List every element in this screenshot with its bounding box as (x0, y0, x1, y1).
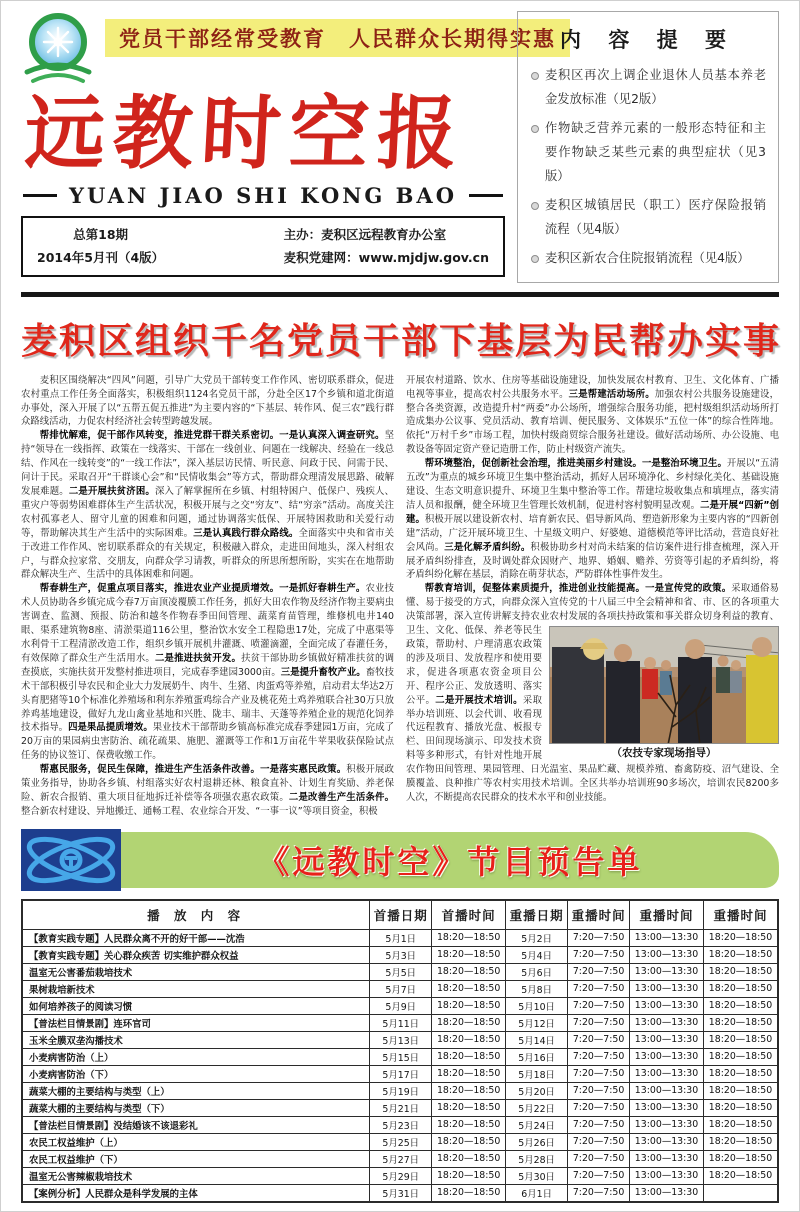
schedule-time-cell: 18:20—18:50 (432, 1184, 506, 1202)
table-row (22, 1150, 778, 1167)
table-row (22, 946, 778, 963)
bullet-icon (531, 72, 539, 80)
paragraph-text: 采取举办培训班、以会代训、收看现代远程教育、播放光盘、板报专栏、田间现场演示、印发技术资料等多种形式，有针对性地开展农作物田间管理、果园管理、日光温室、果品贮藏、规模养殖、畜禽防疫、沼气建设、全膜覆盖、良种推广等农村实用技术培训。全区共举办培训班90多场次，培训农民8200多人次，不断提高农民群众的技术水平和创业技能。 (406, 694, 779, 803)
summary-list (530, 64, 766, 271)
paragraph-text: 加强农村公共服务设施建设，整合各类资源，改造提升村“两委”办公场所，增强综合服务功能，把村级组织活动场所打造成集办公议事、党员活动、教育培训、便民服务、文体娱乐“五位一体”的综合性阵地。依托“万村千乡”市场工程，加快村级商贸综合服务社建设。做好活动场所、办公设施、电教设备等固定资产登记造册工作，防止村级资产流失。 (406, 388, 779, 456)
program-title-cell: 如何培养孩子的阅读习惯 (22, 997, 370, 1014)
paragraph-text: 果业技术干部帮助乡镇高标准完成春季建园1万亩，完成了20万亩的果园病虫害防治、疏花疏果、施肥、灌溉等工作和1万亩花牛苹果收获保险试点任务的协议签订、保费收缴工作。 (21, 722, 394, 762)
issue-info-box (21, 216, 505, 278)
distance-education-emblem-icon (21, 11, 95, 89)
satellite-network-logo-icon (21, 829, 121, 891)
schedule-time-cell: 5月21日 (370, 1099, 432, 1116)
schedule-column-header: 首播时间 (432, 900, 506, 930)
program-title-cell: 农民工权益维护（下） (22, 1150, 370, 1167)
article-paragraph (406, 457, 779, 582)
schedule-time-cell: 5月27日 (370, 1150, 432, 1167)
schedule-time-cell: 7:20—7:50 (568, 1082, 630, 1099)
schedule-time-cell: 18:20—18:50 (432, 1065, 506, 1082)
schedule-column-header: 重播时间 (568, 900, 630, 930)
schedule-time-cell: 5月11日 (370, 1014, 432, 1031)
table-row (22, 1167, 778, 1184)
article-paragraph (21, 374, 394, 430)
schedule-time-cell: 5月26日 (506, 1133, 568, 1150)
schedule-time-cell: 5月23日 (370, 1116, 432, 1133)
photo-caption: （农技专家现场指导） (611, 747, 717, 760)
schedule-time-cell: 5月4日 (506, 946, 568, 963)
slogan-banner: 党员干部经常受教育 人民群众长期得实惠 (105, 19, 570, 57)
summary-item: 麦积区城镇居民（职工）医疗保险报销流程（见4版） (530, 194, 766, 242)
paragraph-text: 积极开展以建设新农村、培育新农民、倡导新风尚、塑造新形象为主要内容的“四新创建”活动，广泛开展环境卫生、十星级文明户、好婆媳、道德模范等评比活动，营造良好社会风尚。 (406, 513, 779, 553)
schedule-time-cell: 18:20—18:50 (703, 1167, 778, 1184)
organizer: 主办：麦积区远程教育办公室 (283, 226, 447, 242)
table-row (22, 1031, 778, 1048)
schedule-time-cell: 5月28日 (506, 1150, 568, 1167)
schedule-time-cell: 5月15日 (370, 1048, 432, 1065)
schedule-time-cell: 18:20—18:50 (703, 929, 778, 946)
pinyin-left-rule (23, 194, 57, 197)
article-paragraph (406, 374, 779, 457)
schedule-time-cell: 18:20—18:50 (703, 980, 778, 997)
paragraph-subhead: 二是改善生产生活条件。 (288, 791, 394, 803)
table-row (22, 997, 778, 1014)
schedule-time-cell: 5月10日 (506, 997, 568, 1014)
paragraph-subhead: 二是开展技术培训。 (435, 694, 523, 706)
schedule-time-cell: 13:00—13:30 (630, 1082, 704, 1099)
program-title-cell: 【普法栏目情景剧】没结婚该不该退彩礼 (22, 1116, 370, 1133)
schedule-time-cell: 5月30日 (506, 1167, 568, 1184)
schedule-time-cell: 7:20—7:50 (568, 929, 630, 946)
schedule-time-cell: 18:20—18:50 (432, 963, 506, 980)
summary-title: 内 容 提 要 (560, 27, 736, 52)
program-title-cell: 蔬菜大棚的主要结构与类型（上） (22, 1082, 370, 1099)
schedule-time-cell: 13:00—13:30 (630, 946, 704, 963)
summary-box (517, 11, 779, 283)
schedule-time-cell: 18:20—18:50 (703, 1116, 778, 1133)
schedule-time-cell: 5月18日 (506, 1065, 568, 1082)
bullet-icon (531, 125, 539, 133)
article-headline: 麦积区组织千名党员干部下基层为民帮办实事 (21, 320, 782, 362)
paragraph-text: 开展以“五清五改”为重点的城乡环境卫生集中整治活动，抓好人居环境净化、乡村绿化美化、基础设施建设、生态文明意识提升、环境卫生集中整治等工作。帮建垃圾收集点和填埋点，落实清洁人员和报酬，健全环境卫生管理长效机制，促进村容村貌明显改观。 (406, 458, 779, 511)
schedule-time-cell: 5月20日 (506, 1082, 568, 1099)
schedule-time-cell: 5月9日 (370, 997, 432, 1014)
table-row (22, 1082, 778, 1099)
article-column-right (406, 374, 779, 819)
schedule-time-cell: 7:20—7:50 (568, 1167, 630, 1184)
article-paragraph (21, 582, 394, 763)
schedule-time-cell: 18:20—18:50 (432, 929, 506, 946)
schedule-time-cell: 18:20—18:50 (703, 1099, 778, 1116)
paragraph-subhead: 三是提升畜牧产业。 (280, 666, 366, 678)
program-title-cell: 【普法栏目情景剧】连环官司 (22, 1014, 370, 1031)
schedule-time-cell: 18:20—18:50 (703, 1082, 778, 1099)
article-body (21, 374, 779, 819)
schedule-time-cell: 7:20—7:50 (568, 963, 630, 980)
program-title-cell: 【案例分析】人民群众是科学发展的主体 (22, 1184, 370, 1202)
article-paragraph (406, 582, 779, 805)
paragraph-subhead: 四是果品提质增效。 (68, 722, 153, 734)
schedule-column-header: 重播时间 (703, 900, 778, 930)
paragraph-text: 整合新农村建设、异地搬迁、通畅工程、农业综合开发、“一事一议”等项目资金，积极 (21, 805, 378, 817)
schedule-time-cell: 18:20—18:50 (432, 1116, 506, 1133)
schedule-time-cell: 5月16日 (506, 1048, 568, 1065)
schedule-header-row (22, 900, 778, 930)
schedule-time-cell: 7:20—7:50 (568, 980, 630, 997)
schedule-column-header: 重播日期 (506, 900, 568, 930)
pinyin-text: YUAN JIAO SHI KONG BAO (69, 182, 458, 208)
paragraph-text: 扶贫干部协助乡镇做好精准扶贫的调查摸底，实施扶贫开发整村推进项目，完成春季建园3000亩。 (21, 652, 394, 678)
summary-item: 麦积区再次上调企业退休人员基本养老金发放标准（见2版） (530, 64, 766, 112)
schedule-time-cell: 5月2日 (506, 929, 568, 946)
paragraph-subhead: 三是帮建活动场所。 (568, 388, 655, 400)
schedule-time-cell: 5月24日 (506, 1116, 568, 1133)
program-schedule-table (21, 899, 779, 1203)
issue-date: 2014年5月刊（4版） (37, 250, 165, 266)
schedule-time-cell: 18:20—18:50 (432, 1031, 506, 1048)
schedule-time-cell: 18:20—18:50 (703, 1065, 778, 1082)
paragraph-text: 生、文化、低保、养老等民生政策，帮助村、户理清惠农政策的涉及项目、发放程序和使用要求，促进各项惠农资金项目公开、程序公正、发放透明、落实公平。 (406, 625, 542, 706)
schedule-time-cell: 13:00—13:30 (630, 1014, 704, 1031)
paragraph-text: 开展农村道路、饮水、住房等基础设施建设，加快发展农村教育、卫生、文化体育、广播电视等事业，提高农村公共服务水平。 (406, 374, 779, 400)
schedule-time-cell: 13:00—13:30 (630, 1099, 704, 1116)
table-row (22, 1133, 778, 1150)
schedule-time-cell: 18:20—18:50 (432, 1099, 506, 1116)
paragraph-text: 积极开展政策业务指导，协助各乡镇、村组落实好农村退耕还林、粮食直补、计划生育奖励、养老保险、新农合报销、重大项目征地拆迁补偿等各项强农惠农政策。 (21, 764, 394, 803)
program-title-cell: 【教育实践专题】人民群众离不开的好干部——沈浩 (22, 929, 370, 946)
table-row (22, 1184, 778, 1202)
article-paragraph (21, 763, 394, 819)
paragraph-text: 采取通俗易懂、易于接受的方式，向群众深入宣传党的十八届三中全会精神和省、市、区的各项重大决策部署，深入宣传讲解支持农业农村发展的各项扶持政策和事关群众切身利益的教育、卫 (406, 583, 779, 637)
summary-item: 麦积区新农合住院报销流程（见4版） (530, 247, 766, 271)
paragraph-text: 积极协助乡村对尚未结案的信访案件进行排查梳理，深入开展矛盾纠纷排查，及时调处群众因财产、地界、婚姻、赡养、劳资等引起的矛盾纠纷，将矛盾纠纷化解在基层，消除在萌芽状态，严防群体性事件发生。 (406, 541, 779, 581)
schedule-time-cell: 18:20—18:50 (432, 1167, 506, 1184)
schedule-time-cell: 7:20—7:50 (568, 1031, 630, 1048)
schedule-time-cell: 18:20—18:50 (432, 1014, 506, 1031)
schedule-time-cell: 18:20—18:50 (432, 1048, 506, 1065)
article-column-left (21, 374, 394, 819)
paragraph-subhead: 二是开展“四新”创建。 (406, 499, 779, 525)
schedule-time-cell: 5月14日 (506, 1031, 568, 1048)
schedule-time-cell: 18:20—18:50 (703, 1150, 778, 1167)
program-banner-title: 《远教时空》节目预告单 (257, 842, 643, 881)
paragraph-text: 深入了解掌握所在乡镇、村组特困户、低保户、残疾人、重灾户等弱势困难群体生产生活状况，积极开展与之交“穷友”、结“穷亲”活动。高度关注农村孤寡老人、留守儿童的困难和问题，通过协调落实低保、开展特困救助和关爱行动等，帮助解决其生产生活中的实际困难。 (21, 486, 394, 539)
schedule-time-cell: 7:20—7:50 (568, 1133, 630, 1150)
schedule-time-cell: 5月7日 (370, 980, 432, 997)
schedule-time-cell: 7:20—7:50 (568, 1065, 630, 1082)
paragraph-subhead: 三是化解矛盾纠纷。 (444, 541, 531, 553)
schedule-time-cell: 5月17日 (370, 1065, 432, 1082)
schedule-time-cell: 18:20—18:50 (703, 963, 778, 980)
pinyin-title (23, 183, 503, 208)
program-banner (21, 829, 779, 891)
schedule-time-cell: 18:20—18:50 (703, 1048, 778, 1065)
paragraph-subhead: 帮排忧解难，促干部作风转变，推进党群干群关系密切。一是认真深入调查研究。 (39, 430, 385, 442)
schedule-time-cell: 5月29日 (370, 1167, 432, 1184)
schedule-time-cell: 7:20—7:50 (568, 1184, 630, 1202)
schedule-time-cell: 13:00—13:30 (630, 1133, 704, 1150)
table-row (22, 1048, 778, 1065)
program-title-cell: 温室无公害辣椒栽培技术 (22, 1167, 370, 1184)
program-title-cell: 小麦病害防治（下） (22, 1065, 370, 1082)
program-title-cell: 【教育实践专题】关心群众疾苦 切实维护群众权益 (22, 946, 370, 963)
summary-item: 作物缺乏营养元素的一般形态特征和主要作物缺乏某些元素的典型症状（见3版） (530, 117, 766, 189)
schedule-time-cell: 13:00—13:30 (630, 1048, 704, 1065)
schedule-time-cell: 13:00—13:30 (630, 929, 704, 946)
schedule-time-cell: 18:20—18:50 (703, 1031, 778, 1048)
schedule-column-header: 重播时间 (630, 900, 704, 930)
table-row (22, 963, 778, 980)
schedule-time-cell: 5月31日 (370, 1184, 432, 1202)
schedule-time-cell: 5月25日 (370, 1133, 432, 1150)
program-title-cell: 小麦病害防治（上） (22, 1048, 370, 1065)
schedule-time-cell: 18:20—18:50 (703, 1133, 778, 1150)
schedule-time-cell: 18:20—18:50 (432, 946, 506, 963)
schedule-time-cell: 5月3日 (370, 946, 432, 963)
schedule-time-cell: 7:20—7:50 (568, 1116, 630, 1133)
bullet-icon (531, 202, 539, 210)
schedule-time-cell: 5月5日 (370, 963, 432, 980)
table-row (22, 1014, 778, 1031)
table-row (22, 929, 778, 946)
schedule-time-cell: 13:00—13:30 (630, 980, 704, 997)
header-divider-rule (21, 292, 779, 297)
paragraph-text: 全面落实中央和省市关于改进工作作风、密切联系群众的有关规定，积极融入群众，走进田间地头，深入村组农户，与群众拉家常、交朋友，向群众学习请教，听群众的所思所想所盼，实实在在地帮助群众解决生产、生活中的具体困难和问题。 (21, 527, 394, 581)
schedule-column-header: 首播日期 (370, 900, 432, 930)
program-title-cell: 温室无公害番茄栽培技术 (22, 963, 370, 980)
pinyin-right-rule (469, 194, 503, 197)
schedule-time-cell: 13:00—13:30 (630, 1167, 704, 1184)
schedule-time-cell: 18:20—18:50 (432, 997, 506, 1014)
masthead-title: 远教时空报 (22, 86, 468, 180)
schedule-time-cell: 18:20—18:50 (432, 1133, 506, 1150)
schedule-time-cell: 7:20—7:50 (568, 1014, 630, 1031)
paragraph-subhead: 二是开展扶贫济困。 (68, 486, 155, 497)
schedule-time-cell: 18:20—18:50 (703, 946, 778, 963)
table-row (22, 1116, 778, 1133)
schedule-time-cell: 18:20—18:50 (432, 980, 506, 997)
schedule-time-cell: 13:00—13:30 (630, 1184, 704, 1202)
schedule-time-cell: 7:20—7:50 (568, 1099, 630, 1116)
masthead-area (21, 11, 779, 283)
schedule-time-cell: 5月13日 (370, 1031, 432, 1048)
schedule-time-cell: 13:00—13:30 (630, 1031, 704, 1048)
paragraph-text: 畜牧技术干部积极引导农民和企业大力发展奶牛、肉牛、生猪、肉蛋鸡等养殖，启动君太华达2万头育肥猪等10个标准化养殖场和利东养殖蛋鸡综合产业及桃花苑土鸡养殖联合社30万只放养鸡基地建设，做好九龙山禽业基地和兴胜、陇丰、瑞丰、天蓬等养殖企业的规范化饲养技术指导。 (21, 666, 394, 734)
schedule-time-cell: 5月22日 (506, 1099, 568, 1116)
schedule-time-cell: 6月1日 (506, 1184, 568, 1202)
schedule-time-cell: 5月6日 (506, 963, 568, 980)
paragraph-subhead: 帮春耕生产，促重点项目落实，推进农业产业提质增效。一是抓好春耕生产。 (39, 583, 366, 595)
bullet-icon (531, 255, 539, 263)
program-title-cell: 蔬菜大棚的主要结构与类型（下） (22, 1099, 370, 1116)
schedule-time-cell: 13:00—13:30 (630, 997, 704, 1014)
schedule-time-cell: 13:00—13:30 (630, 963, 704, 980)
schedule-time-cell: 18:20—18:50 (432, 1082, 506, 1099)
schedule-time-cell: 7:20—7:50 (568, 1048, 630, 1065)
schedule-column-header: 播 放 内 容 (22, 900, 370, 930)
paragraph-subhead: 帮环境整治，促创新社会治理，推进美丽乡村建设。一是整治环境卫生。 (424, 458, 727, 470)
paragraph-subhead: 二是推进扶贫开发。 (154, 652, 242, 664)
schedule-time-cell: 7:20—7:50 (568, 946, 630, 963)
photo-figure (549, 626, 779, 761)
paragraph-text: 麦积区围绕解决“四风”问题，引导广大党员干部转变工作作风、密切联系群众，促进农村重点工作任务全面落实，积极组织1124名党员干部，分赴全区17个乡镇和道北街道办事处，深入开展了以“五帮五促五推进”为主要内容的“下基层、转作风、促三农”践行群众路线活动，力促农村经济社会转型跨越发展。 (21, 374, 394, 428)
paragraph-subhead: 帮教育培训，促整体素质提升，推进创业技能提高。一是宣传党的政策。 (424, 583, 732, 595)
schedule-time-cell: 5月19日 (370, 1082, 432, 1099)
schedule-time-cell: 5月12日 (506, 1014, 568, 1031)
schedule-time-cell: 7:20—7:50 (568, 997, 630, 1014)
schedule-time-cell: 13:00—13:30 (630, 1116, 704, 1133)
schedule-time-cell: 18:20—18:50 (432, 1150, 506, 1167)
schedule-time-cell: 18:20—18:50 (703, 997, 778, 1014)
paragraph-subhead: 三是认真践行群众路线。 (193, 527, 299, 539)
article-paragraph (21, 429, 394, 582)
table-row (22, 1065, 778, 1082)
schedule-time-cell: 5月8日 (506, 980, 568, 997)
paragraph-text: 坚持“领导在一线指挥、政策在一线落实、干部在一线创业、问题在一线解决、经验在一线总结、作风在一线转变”的“一线工作法”，深入基层访民情、听民意、问政于民、问需于民、问计于民。采取召开“干群谈心会”和“民情收集会”等方式，帮助群众理清发展思路、破解发展难题。 (21, 430, 394, 497)
schedule-time-cell: 5月1日 (370, 929, 432, 946)
table-row (22, 1099, 778, 1116)
schedule-time-cell: 18:20—18:50 (703, 1014, 778, 1031)
schedule-time-cell: 13:00—13:30 (630, 1150, 704, 1167)
schedule-time-cell: 7:20—7:50 (568, 1150, 630, 1167)
schedule-time-cell: 13:00—13:30 (630, 1065, 704, 1082)
website-url: 麦积党建网：www.mjdjw.gov.cn (283, 250, 489, 266)
paragraph-text: 农业技术人员协助各乡镇完成今春7万亩顶凌覆膜工作任务，抓好大田农作物及经济作物主要病虫害调查、监测、预报、防治和越冬作物春季田间管理、蔬菜育苗管理，维修机电井140眼、渠系建筑物8座、清淤渠道116公里，整治饮水安全工程隐患17处，完成了中惠渠等水利骨干工程清淤改造工作，组织乡镇开展机井灌溉、喷灌滴灌，全面完成了春灌任务，有效保障了群众生产生活用水。 (21, 583, 394, 664)
program-title-cell: 农民工权益维护（上） (22, 1133, 370, 1150)
field-guidance-photo (549, 626, 779, 744)
program-title-cell: 果树栽培新技术 (22, 980, 370, 997)
program-title-cell: 玉米全膜双垄沟播技术 (22, 1031, 370, 1048)
table-row (22, 980, 778, 997)
schedule-time-cell (703, 1184, 778, 1202)
issue-number: 总第18期 (73, 226, 129, 242)
paragraph-subhead: 帮惠民服务，促民生保障，推进生产生活条件改善。一是落实惠民政策。 (39, 764, 347, 776)
